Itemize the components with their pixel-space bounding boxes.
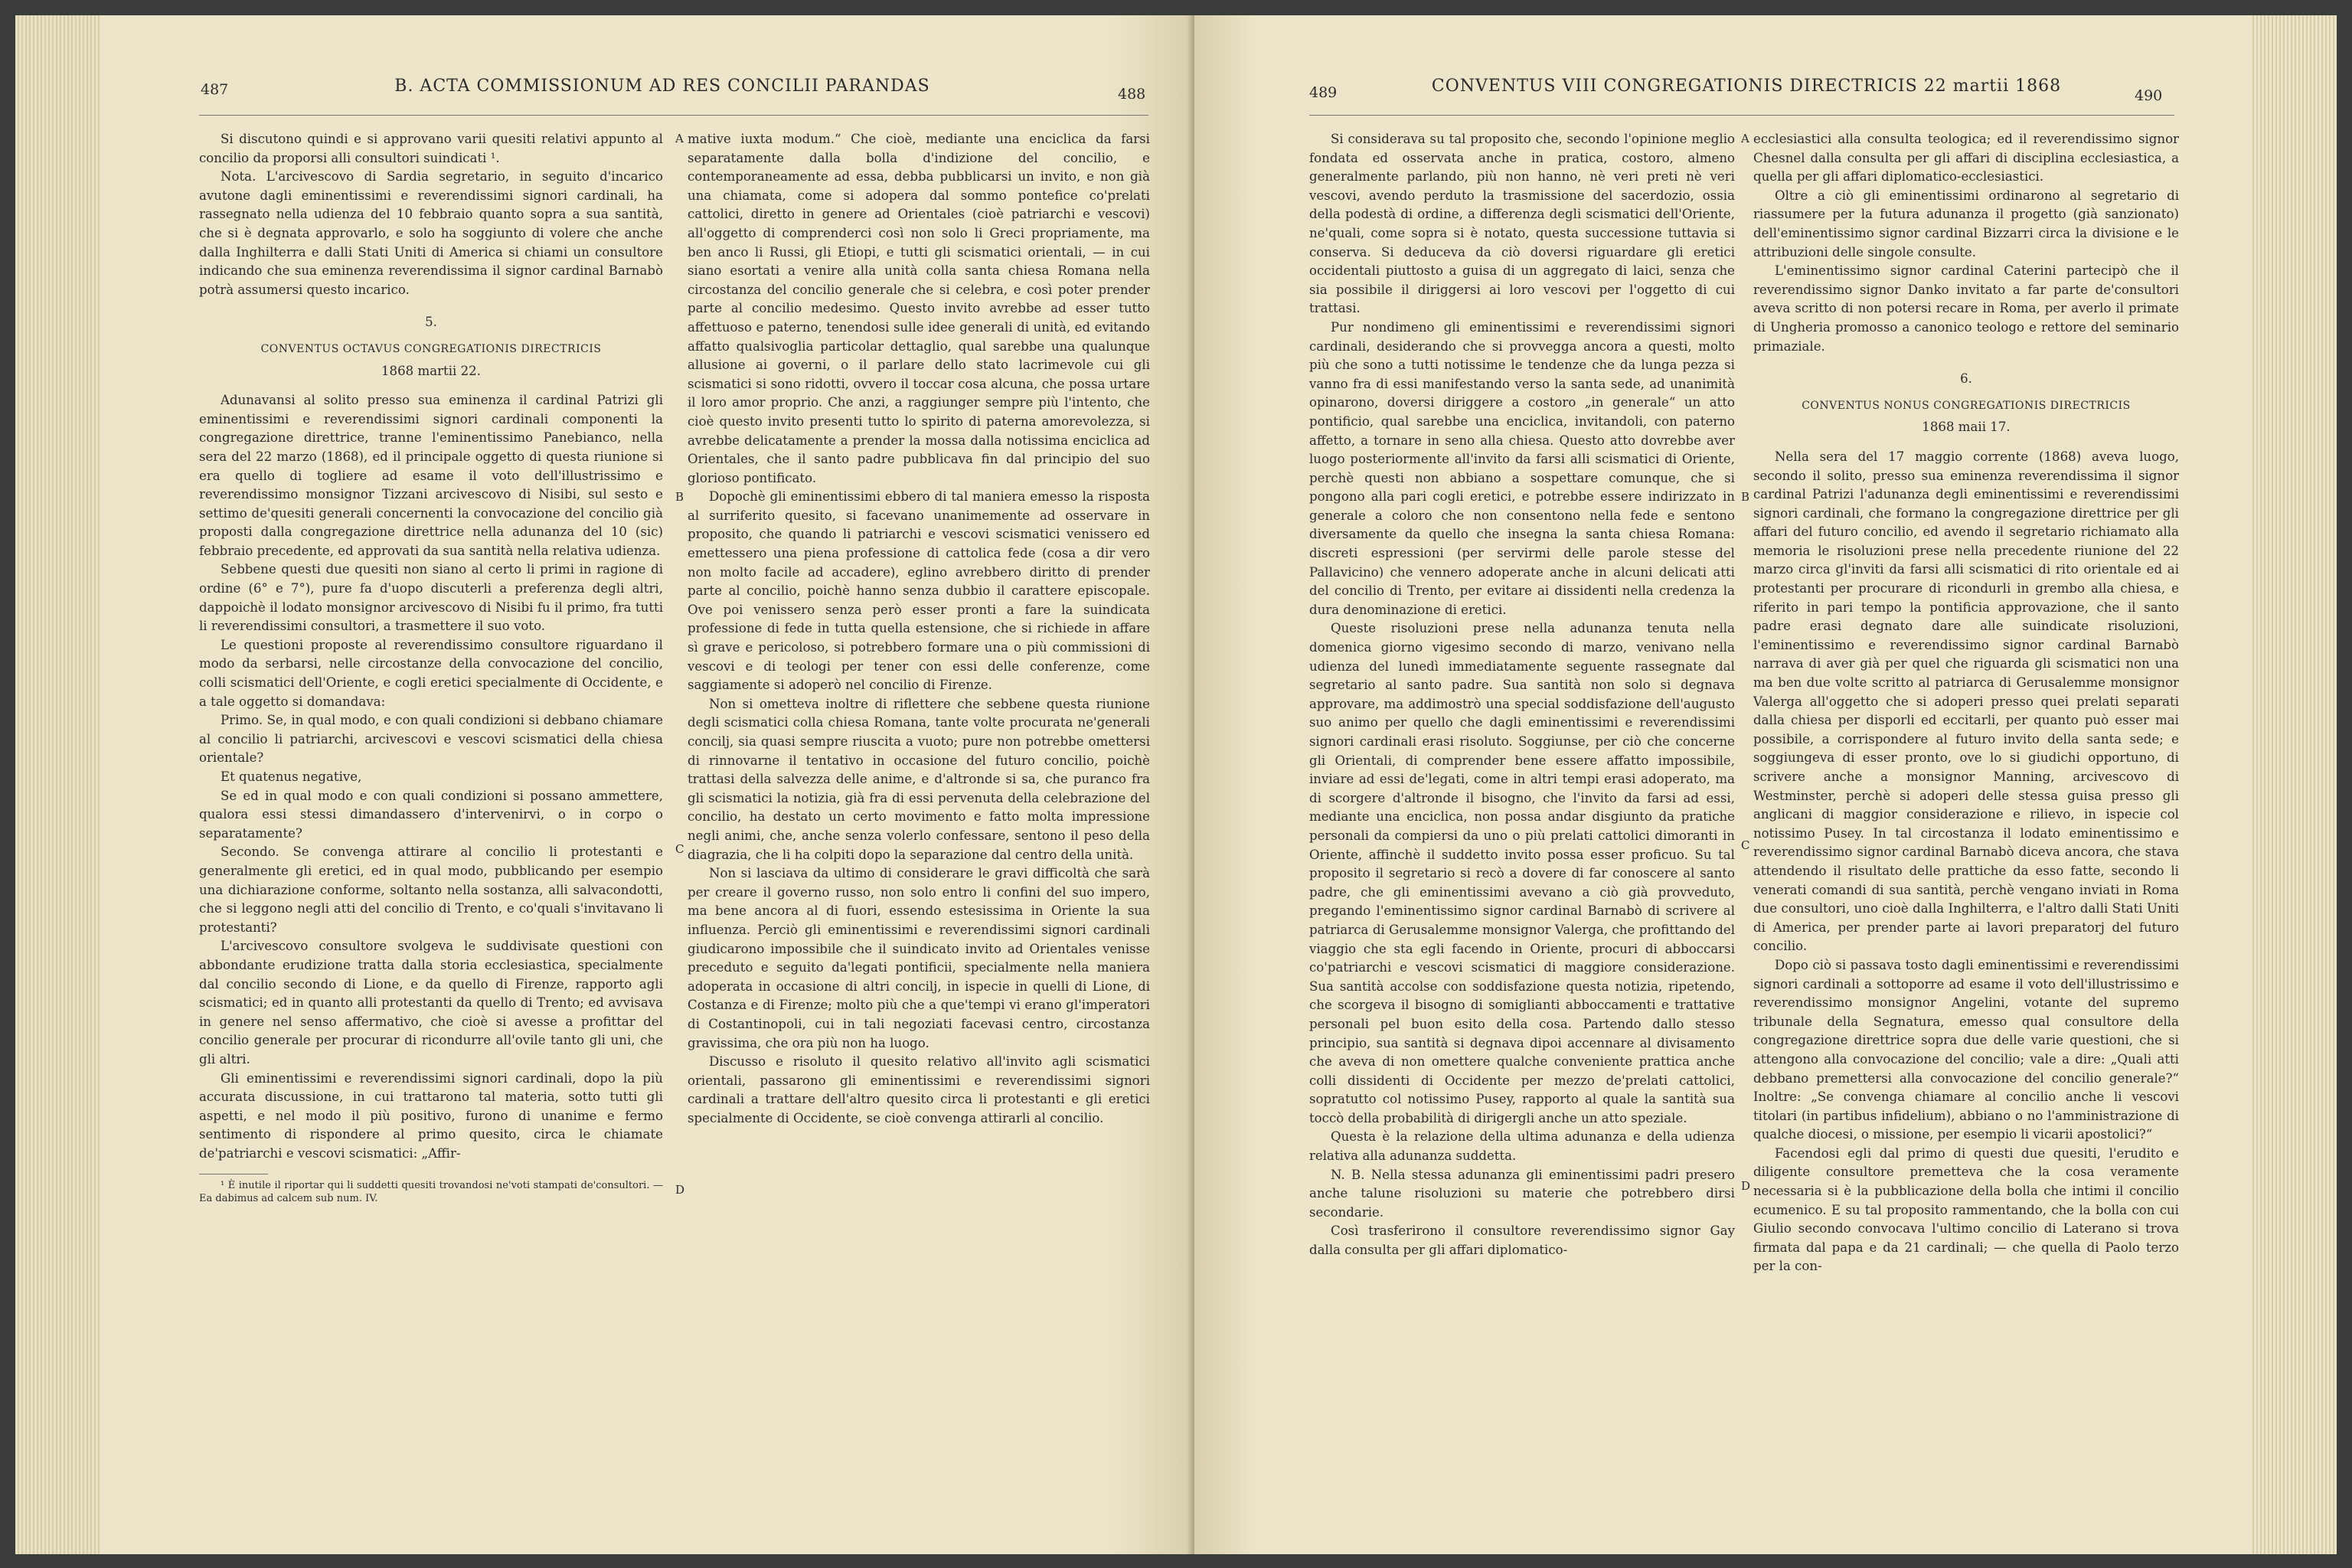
paragraph: N. B. Nella stessa adunanza gli eminentissimi padri presero anche talune risoluzioni su materie che potrebbero dirsi secondarie.	[1309, 1167, 1735, 1220]
paragraph: Oltre a ciò gli eminentissimi ordinarono al segretario di riassumere per la futura adunanza il progetto (già sanzionato) dell'eminentissimo signor cardinal Bizzarri circa la divisione e le attribuzioni delle singole consulte.	[1753, 188, 2179, 260]
margin-letter-a: A	[675, 132, 684, 145]
running-title-right: CONVENTUS VIII CONGREGATIONIS DIRECTRICIS 22 martii 1868	[1431, 77, 2062, 96]
margin-letter-c: C	[675, 842, 684, 856]
right-page-edges	[2252, 15, 2337, 1554]
paragraph: L'arcivescovo consultore svolgeva le suddivisate questioni con abbondante erudizione tratta dalla storia ecclesiastica, specialmente dal concilio secondo di Lione, e da quello di Firenze, rapporto agli scismatici; ed in quanto alli protestanti da quello di Trento; ed avvisava in genere nel senso affermativo, che cioè si avesse a profittar del concilio generale per procurar di ricondurre all'ovile tanto gli uni, che gli altri.	[199, 939, 663, 1067]
margin-letter-c: C	[1741, 838, 1750, 852]
left-page-header	[100, 77, 1194, 107]
left-page-column-1	[199, 130, 663, 1205]
section-title: CONVENTUS NONUS CONGREGATIONIS DIRECTRICIS	[1802, 399, 2131, 412]
right-page-header	[1194, 77, 2252, 107]
paragraph: mative iuxta modum.“ Che cioè, mediante una enciclica da farsi separatamente dalla bolla d'indizione del concilio, e contemporaneamente ad essa, debba pubblicarsi un invito, e non già una chiamata, come si adopera dal sommo pontefice co'prelati cattolici, diretto in genere ad Orientales (cioè patriarchi e vescovi) all'oggetto di comprenderci così non solo li Greci propriamente, ma ben anco li Russi, gli Etiopi, e tutti gli scismatici orientali, — in cui siano esortati a venire alla unità colla santa chiesa Romana nella circostanza del concilio generale che si celebra, e così poter prender parte al concilio medesimo. Questo invito avrebbe ad esser tutto affettuoso e paterno, tenendosi sulle idee generali di unità, ed evitando affatto qualsivoglia particolar dettaglio, qual sarebbe una qualunque allusione ai governi, o il parlare dello stato lacrimevole cui gli scismatici si sono ridotti, ovvero il toccar cosa alcuna, che possa urtare il loro amor proprio. Che anzi, a raggiunger sempre più l'intento, che cioè questo invito presenti tutto lo spirito di paterna amorevolezza, si avrebbe delicatamente a prender la mossa dalla notissima enciclica ad Orientales, che il santo padre pubblicava fin dal principio del suo glorioso pontificato.	[688, 132, 1150, 485]
book-spread	[15, 15, 2337, 1554]
header-rule	[1309, 115, 2174, 116]
page-number-489: 489	[1309, 84, 1338, 101]
paragraph: Non si lasciava da ultimo di considerare le gravi difficoltà che sarà per creare il governo russo, non solo entro li confini del suo impero, ma bene ancora al di fuori, essendo estesissima in Oriente la sua influenza. Perciò gli eminentissimi e reverendissimi signori cardinali giudicarono impossibile che il suindicato invito ad Orientales venisse preceduto e seguito da'legati pontificii, specialmente nella maniera adoperata in occasione di altri concilj, in ispecie in quelli di Lione, di Costanza e di Firenze; molto più che a que'tempi vi erano gl'imperatori di Costantinopoli, cui in tali negoziati facevasi centro, circostanza gravissima, che ora più non ha luogo.	[688, 866, 1150, 1050]
margin-letter-b: B	[675, 490, 684, 504]
paragraph: Si discutono quindi e si approvano varii quesiti relativi appunto al concilio da proporsi alli consultori suindicati ¹.	[199, 132, 663, 165]
paragraph: Queste risoluzioni prese nella adunanza tenuta nella domenica giorno vigesimo secondo di marzo, venivano nella udienza del lunedì immediatamente seguente rassegnate dal segretario al santo padre. Sua santità non solo si degnava approvare, ma addimostrò una special soddisfazione dell'augusto suo animo per quello che dagli eminentissimi e reverendissimi signori cardinali erasi risoluto. Soggiunse, per ciò che concerne gli Orientali, di comprender bene essere affatto impossibile, inviare ad essi de'legati, come in altri tempi erasi adoperato, ma di scorgere d'altronde il bisogno, che l'invito da farsi ad essi, mediante una enciclica, non possa andar disgiunto da pratiche personali da compiersi da uno o più prelati cattolici dimoranti in Oriente, affinchè il suddetto invito possa esser proficuo. Su tal proposito il segretario si recò a dovere di far conoscere al santo padre, che gli eminentissimi avevano a ciò già provveduto, pregando l'eminentissimo signor cardinal Barnabò di scrivere al patriarca di Gerusalemme monsignor Valerga, che profittando del viaggio che sta egli facendo in Oriente, procuri di abboccarsi co'patriarchi e vescovi scismatici di maggiore considerazione. Sua santità accolse con soddisfazione questa notizia, ripetendo, che scorgeva il bisogno di somiglianti abboccamenti e trattative personali pel buon esito della cosa. Partendo dallo stesso principio, sua santità si degnava dipoi accennare al divisamento che aveva di non omettere qualche conveniente prattica anche colli dissidenti di Occidente per mezzo de'prelati cattolici, sopratutto col notissimo Pusey, rapporto al quale la santità sua toccò della probabilità di dirigergli anche un atto speziale.	[1309, 621, 1735, 1125]
margin-letter-a: A	[1741, 132, 1749, 145]
margin-letter-b: B	[1741, 490, 1750, 504]
paragraph: Pur nondimeno gli eminentissimi e reverendissimi signori cardinali, desiderando che si provvegga ancora a questi, molto più che sono a tutti notissime le tendenze che da lunga pezza si vanno fra di essi manifestando verso la santa sede, ad unanimità opinarono, doversi diriggere a costoro „in generale“ un atto pontificio, qual sarebbe una enciclica, invitandoli, con paterno affetto, a tornare in seno alla chiesa. Questo atto dovrebbe aver luogo posteriormente all'invito da farsi alli scismatici di Oriente, perchè questi non abbiano a sospettare comunque, che si pongono alla pari cogli eretici, e potrebbe essere indirizzato in generale a coloro che non consentono nella fede e sentono diversamente da quello che insegna la santa chiesa Romana: discreti espressioni (per servirmi delle parole stesse del Pallavicino) che vennero adoperate anche in alcuni delicati atti del concilio di Trento, per evitare ai dissidenti nella credenza la dura denominazione di eretici.	[1309, 319, 1735, 617]
paragraph: Non si ometteva inoltre di riflettere che sebbene questa riunione degli scismatici colla chiesa Romana, tante volte procurata ne'generali concilj, sia quasi sempre riuscita a vuoto; pure non potrebbe omettersi di rinnovarne il tentativo in occasione del futuro concilio, poichè trattasi della salvezza delle anime, e d'altronde si sa, che puranco fra gli scismatici la notizia, già fra di essi pervenuta della celebrazione del concilio, ha destato un certo movimento e fatto molta impressione negli animi, che, anche senza volerlo confessare, sentono il peso della diagrazia, che li ha colpiti dopo la separazione dal centro della unità.	[688, 696, 1150, 862]
page-number-490: 490	[2135, 87, 2163, 104]
paragraph: Gli eminentissimi e reverendissimi signori cardinali, dopo la più accurata discussione, in cui trattarono tal materia, sotto tutti gli aspetti, e nel modo il più positivo, furono di unanime e fermo sentimento di rispondere al primo quesito, circa le chiamate de'patriarchi e vescovi scismatici: „Affir-	[199, 1070, 663, 1161]
paragraph: Le questioni proposte al reverendissimo consultore riguardano il modo da serbarsi, nelle circostanze della convocazione del concilio, colli scismatici dell'Oriente, e cogli eretici specialmente di Occidente, e a tale oggetto si domandava:	[199, 637, 663, 709]
paragraph: Et quatenus negative,	[220, 769, 362, 784]
paragraph: Facendosi egli dal primo di questi due quesiti, l'erudito e diligente consultore premetteva che la cosa veramente necessaria si è la pubblicazione della bolla che intimi il concilio ecumenico. E su tal proposito rammentando, che la bolla con cui Giulio secondo convocava l'ultimo concilio di Laterano si trova firmata dal papa e da 21 cardinali; — che quella di Paolo terzo per la con-	[1753, 1145, 2179, 1274]
paragraph: Se ed in qual modo e con quali condizioni si possano ammettere, qualora essi stessi dimandassero d'intervenirvi, o in corpo o separatamente?	[199, 788, 663, 841]
paragraph: Primo. Se, in qual modo, e con quali condizioni si debbano chiamare al concilio li patriarchi, arcivescovi e vescovi scismatici della chiesa orientale?	[199, 713, 663, 766]
paragraph: ecclesiastici alla consulta teologica; ed il reverendissimo signor Chesnel dalla consulta per gli affari di disciplina ecclesiastica, a quella per gli affari diplomatico-ecclesiastici.	[1753, 132, 2179, 185]
section-number: 6.	[1960, 371, 1972, 387]
running-title-left: B. ACTA COMMISSIONUM AD RES CONCILII PARANDAS	[394, 77, 930, 96]
section-date: 1868 maii 17.	[1922, 420, 2011, 435]
paragraph: Dopochè gli eminentissimi ebbero di tal maniera emesso la risposta al surriferito quesito, si facevano unanimemente ad osservare in proposito, che quando li patriarchi e vescovi scismatici venissero ed emettessero una piena professione di cattolica fede (cosa a dir vero non molto facile ad accadere), eglino avrebbero diritto di prender parte al concilio, poichè hanno senza dubbio il carattere episcopale. Ove poi venissero senza però esser pronti a fare la suindicata professione di fede in tutta quella estensione, che si richiede in affare sì grave e pericoloso, si potrebbero formare una o più commissioni di vescovi e di teologi per tener con essi delle conferenze, come saggiamente si adoperò nel concilio di Firenze.	[688, 489, 1150, 693]
paragraph: Così trasferirono il consultore reverendissimo signor Gay dalla consulta per gli affari diplomatico-	[1309, 1223, 1735, 1258]
section-number: 5.	[425, 315, 437, 330]
paragraph: Discusso e risoluto il quesito relativo all'invito agli scismatici orientali, passarono gli eminentissimi e reverendissimi signori cardinali a trattare dell'altro quesito circa li protestanti e gli eretici specialmente di Occidente, se cioè convenga attirarli al concilio.	[688, 1054, 1150, 1125]
paragraph: Sebbene questi due quesiti non siano al certo li primi in ragione di ordine (6° e 7°), pure fa d'uopo discuterli a preferenza degli altri, dappoichè il lodato monsignor arcivescovo di Nisibi fu il primo, fra tutti li reverendissimi consultori, a trasmettere il suo voto.	[199, 562, 663, 634]
left-page	[100, 15, 1194, 1554]
paragraph: Adunavansi al solito presso sua eminenza il cardinal Patrizi gli eminentissimi e reverendissimi signori cardinali componenti la congregazione direttrice, tranne l'eminentissimo Panebianco, nella sera del 22 marzo (1868), ed il principale oggetto di questa riunione si era quello di togliere ad esame il voto dell'illustrissimo e reverendissimo monsignor Tizzani arcivescovo di Nisibi, sul sesto e settimo de'quesiti generali concernenti la convocazione del concilio già proposti dalla congregazione direttrice nella adunanza del 10 (sic) febbraio precedente, ed approvati da sua santità nella relativa udienza.	[199, 393, 663, 558]
footnote: ¹ È inutile il riportar qui li suddetti quesiti trovandosi ne'voti stampati de'consultori. — Ea dabimus ad calcem sub num. IV.	[199, 1180, 663, 1205]
right-page-column-1	[1309, 130, 1735, 1260]
paragraph: L'eminentissimo signor cardinal Caterini partecipò che il reverendissimo signor Danko invitato a far parte de'consultori aveva scritto di non potersi recare in Roma, per averlo il primate di Ungheria promosso a canonico teologo e rettore del seminario primaziale.	[1753, 263, 2179, 354]
left-page-column-2	[688, 130, 1150, 1128]
paragraph: Nota. L'arcivescovo di Sardia segretario, in seguito d'incarico avutone dagli eminentissimi e reverendissimi signori cardinali, ha rassegnato nella udienza del 10 febbraio quanto sopra a sua santità, che si è degnata approvarlo, e solo ha soggiunto di volere che anche dalla Inghilterra e dalli Stati Uniti di America si chiami un consultore indicando che sua eminenza reverendissima il signor cardinal Barnabò potrà assumersi questo incarico.	[199, 169, 663, 297]
page-number-488: 488	[1118, 86, 1146, 103]
paragraph: Secondo. Se convenga attirare al concilio li protestanti e generalmente gli eretici, ed in qual modo, pubblicando per esempio una dichiarazione conforme, soltanto nella sostanza, alli salvacondotti, che si leggono negli atti del concilio di Trento, e co'quali s'invitavano li protestanti?	[199, 844, 663, 935]
section-title: CONVENTUS OCTAVUS CONGREGATIONIS DIRECTRICIS	[260, 342, 602, 355]
margin-letter-d: D	[675, 1183, 685, 1197]
section-date: 1868 martii 22.	[381, 363, 481, 378]
page-number-487: 487	[201, 81, 229, 98]
paragraph: Nella sera del 17 maggio corrente (1868) aveva luogo, secondo il solito, presso sua eminenza reverendissima il signor cardinal Patrizi l'adunanza degli eminentissimi e reverendissimi signori cardinali, che formano la congregazione direttrice per gli affari del futuro concilio, ed avendo il segretario richiamato alla memoria le risoluzioni prese nella precedente riunione del 22 marzo circa gl'inviti da farsi alli scismatici di rito orientale ed ai protestanti per procurare di ricondurli in grembo alla chiesa, e riferito in pari tempo la pontificia approvazione, che il santo padre erasi degnato dare alle suindicate risoluzioni, l'eminentissimo e reverendissimo signor cardinal Barnabò narrava di aver già per quel che riguarda gli scismatici non una ma ben due volte scritto al patriarca di Gerusalemme monsignor Valerga all'oggetto che si adoperi presso quei prelati separati dalla chiesa per disporli ed eccitarli, per quanto può esser mai possibile, a corrispondere al futuro invito della santa sede; e soggiungeva di esser pronto, ove lo si giudichi opportuno, di scrivere anche a monsignor Manning, arcivescovo di Westminster, perchè si adoperi delle stessa guisa presso gli anglicani di maggior considerazione e rilievo, in ispecie col notissimo Pusey. In tal circostanza il lodato eminentissimo e reverendissimo signor cardinal Barnabò diceva ancora, che stava attendendo il risultato delle prattiche da esso fatte, secondo li venerati comandi di sua santità, perchè vengano inviati in Roma due consultori, uno cioè dalla Inghilterra, e l'altro dalli Stati Uniti di America, per prender parte ai lavori preparatorj del futuro concilio.	[1753, 449, 2179, 954]
right-page-column-2	[1753, 130, 2179, 1276]
paragraph: Questa è la relazione della ultima adunanza e della udienza relativa alla adunanza suddetta.	[1309, 1129, 1735, 1164]
left-page-edges	[15, 15, 100, 1554]
header-rule	[199, 115, 1148, 116]
paragraph: Si considerava su tal proposito che, secondo l'opinione meglio fondata ed osservata anche in pratica, costoro, almeno generalmente parlando, più non hanno, nè veri preti nè veri vescovi, avendo perduto la trasmissione del sacerdozio, ossia della podestà di ordine, a differenza degli scismatici dell'Oriente, ne'quali, come sopra si è notato, questa successione tuttavia si conserva. Si deduceva da ciò doversi riguardare gli eretici occidentali piuttosto a guisa di un aggregato di laici, senza che sia possibile il diriggersi ai loro vescovi per l'oggetto di cui trattasi.	[1309, 132, 1735, 316]
margin-letter-d: D	[1741, 1179, 1751, 1193]
paragraph: Dopo ciò si passava tosto dagli eminentissimi e reverendissimi signori cardinali a sottoporre ad esame il voto dell'illustrissimo e reverendissimo monsignor Angelini, votante del supremo tribunale della Segnatura, emesso qual consultore della congregazione direttrice sopra due delle varie questioni, che si attengono alla convocazione del concilio; vale a dire: „Quali atti debbano premettersi alla convocazione del concilio generale?“ Inoltre: „Se convenga chiamare al concilio anche li vescovi titolari (in partibus infidelium), abbiano o no l'amministrazione di qualche diocesi, o missione, per esempio li vicarii apostolici?“	[1753, 957, 2179, 1142]
right-page	[1194, 15, 2252, 1554]
